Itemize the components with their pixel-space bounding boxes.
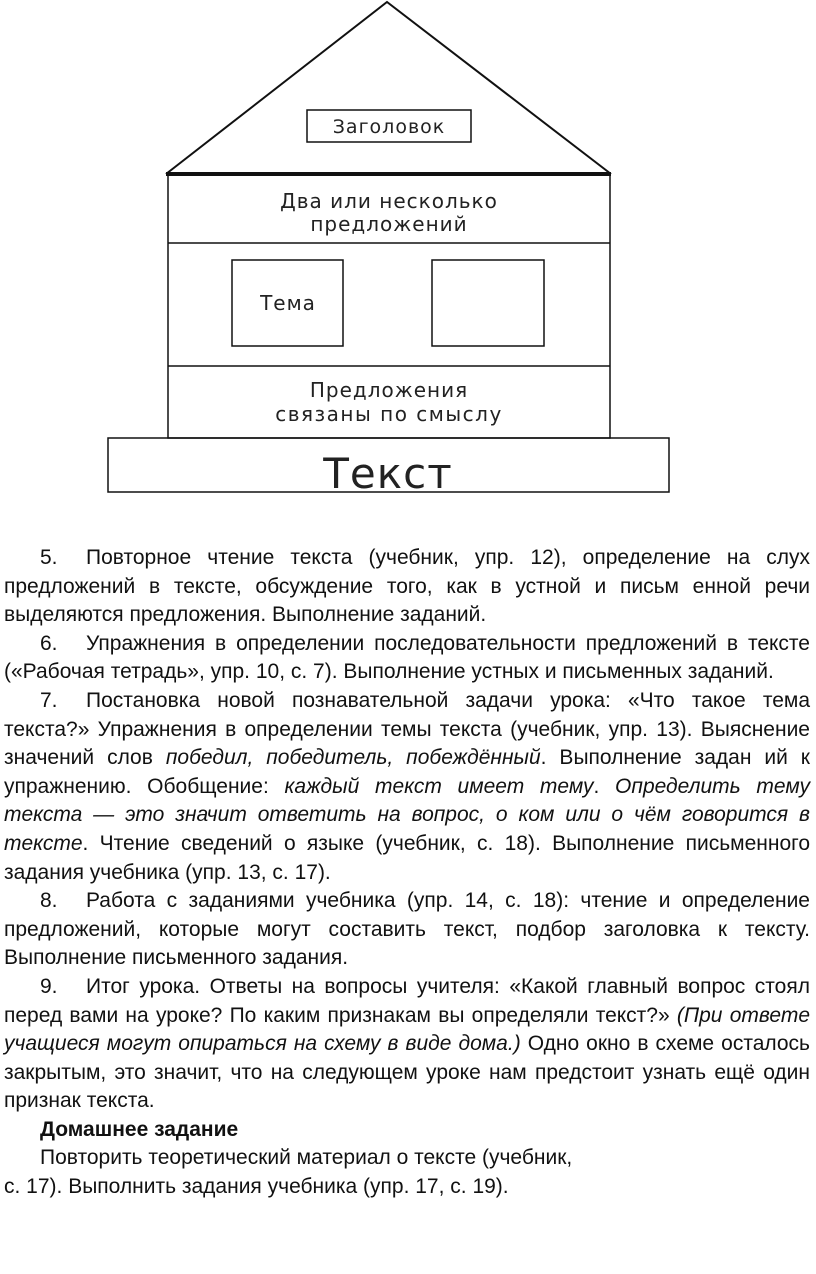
item-number: 7. (40, 688, 58, 712)
word-example: побеждённый (406, 746, 541, 770)
homework-text-line1: Повторить теоретический материал о тексте (учебник, (40, 1146, 573, 1170)
homework-text-line2: с. 17). Выполнить задания учебника (упр. 17, с. 19). (4, 1175, 509, 1199)
separator: , (247, 746, 267, 770)
item-text: Одно окно в схеме осталось закрытым, это значит, что на следующем уроке нам предстоит узнать ещё один признак текста. (4, 1032, 810, 1113)
list-item (4, 973, 810, 1116)
item-text: Упражнения в определении последовательности предложений в тексте («Рабочая тетрадь», упр. 10, с. 7). Выполнение устных и письменных заданий. (4, 631, 810, 684)
window-closed (432, 260, 544, 346)
connected-label-line1: Предложения (309, 378, 469, 402)
item-text: . (593, 774, 616, 798)
word-example: победил (165, 746, 248, 770)
word-example: победитель (266, 746, 388, 770)
item-text: Повторное чтение текста (учебник, упр. 12), определение на слух предложений в тексте, обсуждение того, как в устной и письм енной речи выделяются предложения. Выполнение заданий. (4, 546, 810, 627)
sentences-label-line2: предложений (310, 212, 468, 236)
item-number: 8. (40, 889, 58, 913)
roof (166, 2, 611, 174)
item-number: 5. (40, 546, 58, 569)
homework-title: Домашнее задание (40, 1117, 239, 1141)
separator: , (387, 746, 407, 770)
generalization: каждый текст имеет тему (284, 774, 594, 798)
definition: Определить тему текста — это значит ответить на вопрос, о ком или о чём говорится в тексте (4, 774, 811, 855)
item-text: Постановка новой познавательной задачи урока: «Что такое тема текста?» Упражнения в определении темы текста (учебник, упр. 13). Выяснение значений слов (4, 688, 810, 770)
window-theme-label: Тема (260, 291, 316, 315)
title-box-label: Заголовок (332, 116, 446, 138)
list-item (4, 630, 810, 687)
sentences-label-line1: Два или несколько (280, 189, 498, 213)
item-number: 6. (40, 631, 58, 655)
lesson-text (4, 544, 810, 1202)
list-item (4, 687, 810, 887)
item-text: . Выполнение задан ий к упражнению. Обобщение: (4, 746, 810, 798)
item-number: 9. (40, 974, 58, 998)
teacher-note: (При ответе учащиеся могут опираться на схему в виде дома.) (4, 1003, 810, 1056)
item-text: . Чтение сведений о языке (учебник, с. 18). Выполнение письменного задания учебника (упр. 13, с. 17). (4, 831, 810, 884)
item-text: Работа с заданиями учебника (упр. 14, с. 18): чтение и определение предложений, которые могут составить текст, подбор заголовка к тексту. Выполнение письменного задания. (4, 889, 810, 970)
item-text: Итог урока. Ответы на вопросы учителя: «Какой главный вопрос стоял перед вами на уроке? По каким признакам вы определяли текст?» (4, 974, 810, 1027)
list-item (4, 544, 810, 630)
house-diagram (0, 0, 816, 500)
connected-label-line2: связаны по смыслу (275, 402, 503, 426)
base-label: Текст (323, 449, 453, 498)
list-item (4, 887, 810, 973)
